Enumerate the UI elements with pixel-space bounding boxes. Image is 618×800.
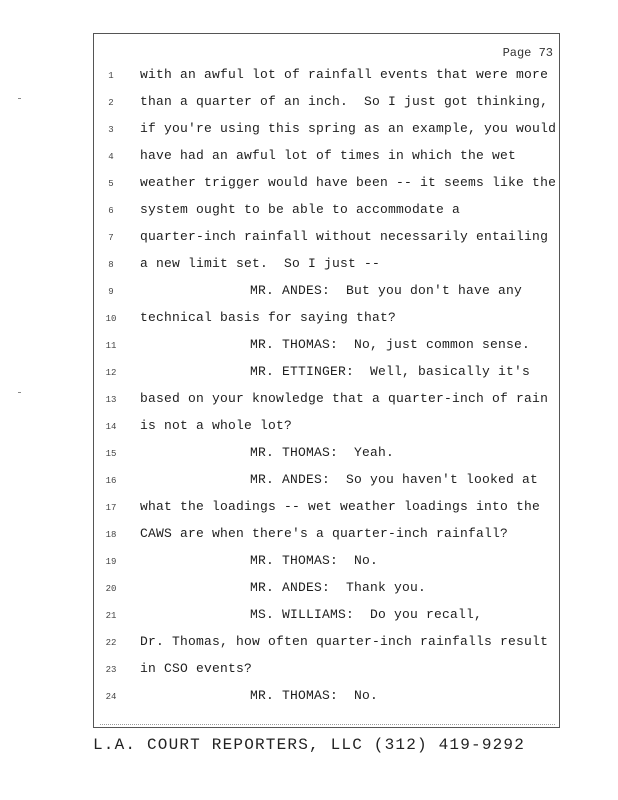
transcript-line bbox=[94, 253, 559, 280]
line-text: weather trigger would have been -- it seems like the bbox=[140, 175, 557, 190]
line-text: quarter-inch rainfall without necessarily entailing bbox=[140, 229, 549, 244]
transcript-line bbox=[94, 334, 559, 361]
transcript-lines bbox=[94, 64, 559, 712]
bottom-rule bbox=[100, 724, 555, 725]
transcript-page bbox=[93, 33, 560, 728]
line-number: 13 bbox=[105, 395, 117, 405]
line-number: 20 bbox=[105, 584, 117, 594]
transcript-line bbox=[94, 118, 559, 145]
reporter-footer: L.A. COURT REPORTERS, LLC (312) 419-9292 bbox=[92, 736, 526, 754]
scan-speck bbox=[18, 98, 21, 99]
line-number: 11 bbox=[105, 341, 117, 351]
transcript-line bbox=[94, 415, 559, 442]
transcript-line bbox=[94, 199, 559, 226]
line-number: 23 bbox=[105, 665, 117, 675]
speaker-line-text: MR. ANDES: So you haven't looked at bbox=[250, 472, 539, 487]
line-number: 1 bbox=[108, 71, 114, 81]
line-number: 14 bbox=[105, 422, 117, 432]
transcript-line bbox=[94, 361, 559, 388]
line-number: 9 bbox=[108, 287, 114, 297]
line-text: with an awful lot of rainfall events that were more bbox=[140, 67, 549, 82]
transcript-line bbox=[94, 496, 559, 523]
transcript-line bbox=[94, 388, 559, 415]
transcript-line bbox=[94, 280, 559, 307]
line-text: than a quarter of an inch. So I just got thinking, bbox=[140, 94, 549, 109]
line-number: 24 bbox=[105, 692, 117, 702]
line-number: 16 bbox=[105, 476, 117, 486]
line-text: based on your knowledge that a quarter-inch of rain bbox=[140, 391, 549, 406]
transcript-line bbox=[94, 523, 559, 550]
line-number: 7 bbox=[108, 233, 114, 243]
speaker-line-text: MR. ANDES: Thank you. bbox=[250, 580, 427, 595]
line-number: 21 bbox=[105, 611, 117, 621]
line-text: is not a whole lot? bbox=[140, 418, 293, 433]
line-text: what the loadings -- wet weather loadings into the bbox=[140, 499, 541, 514]
line-text: Dr. Thomas, how often quarter-inch rainfalls result bbox=[140, 634, 549, 649]
line-number: 17 bbox=[105, 503, 117, 513]
transcript-line bbox=[94, 658, 559, 685]
transcript-line bbox=[94, 577, 559, 604]
line-number: 12 bbox=[105, 368, 117, 378]
line-number: 3 bbox=[108, 125, 114, 135]
line-number: 5 bbox=[108, 179, 114, 189]
speaker-line-text: MR. THOMAS: No. bbox=[250, 553, 379, 568]
line-text: a new limit set. So I just -- bbox=[140, 256, 381, 271]
line-number: 19 bbox=[105, 557, 117, 567]
speaker-line-text: MR. ETTINGER: Well, basically it's bbox=[250, 364, 531, 379]
line-number: 2 bbox=[108, 98, 114, 108]
scan-speck bbox=[18, 392, 21, 393]
line-number: 10 bbox=[105, 314, 117, 324]
transcript-line bbox=[94, 631, 559, 658]
speaker-line-text: MR. THOMAS: Yeah. bbox=[250, 445, 395, 460]
transcript-line bbox=[94, 307, 559, 334]
speaker-line-text: MR. THOMAS: No, just common sense. bbox=[250, 337, 531, 352]
line-text: have had an awful lot of times in which the wet bbox=[140, 148, 517, 163]
line-text: in CSO events? bbox=[140, 661, 253, 676]
transcript-line bbox=[94, 685, 559, 712]
transcript-line bbox=[94, 442, 559, 469]
line-text: system ought to be able to accommodate a bbox=[140, 202, 461, 217]
transcript-line bbox=[94, 469, 559, 496]
transcript-line bbox=[94, 226, 559, 253]
line-number: 15 bbox=[105, 449, 117, 459]
transcript-line bbox=[94, 91, 559, 118]
transcript-line bbox=[94, 604, 559, 631]
transcript-line bbox=[94, 145, 559, 172]
line-text: CAWS are when there's a quarter-inch rainfall? bbox=[140, 526, 509, 541]
line-text: if you're using this spring as an example, you would bbox=[140, 121, 557, 136]
line-text: technical basis for saying that? bbox=[140, 310, 397, 325]
transcript-line bbox=[94, 172, 559, 199]
speaker-line-text: MS. WILLIAMS: Do you recall, bbox=[250, 607, 483, 622]
transcript-line bbox=[94, 550, 559, 577]
line-number: 4 bbox=[108, 152, 114, 162]
line-number: 22 bbox=[105, 638, 117, 648]
line-number: 8 bbox=[108, 260, 114, 270]
line-number: 6 bbox=[108, 206, 114, 216]
line-number: 18 bbox=[105, 530, 117, 540]
transcript-line bbox=[94, 64, 559, 91]
speaker-line-text: MR. ANDES: But you don't have any bbox=[250, 283, 523, 298]
speaker-line-text: MR. THOMAS: No. bbox=[250, 688, 379, 703]
page-number: Page 73 bbox=[502, 46, 553, 60]
